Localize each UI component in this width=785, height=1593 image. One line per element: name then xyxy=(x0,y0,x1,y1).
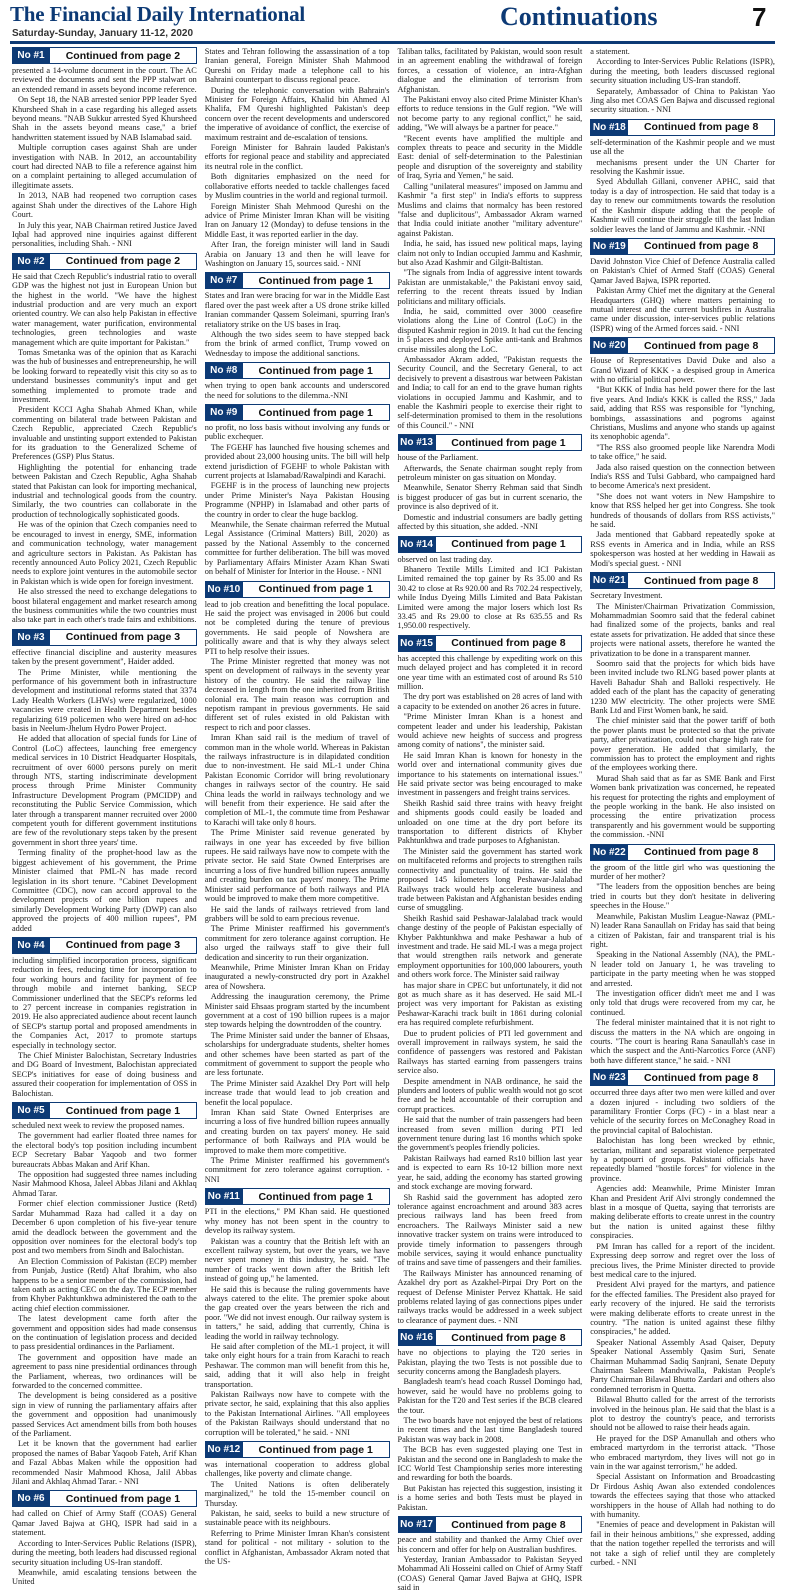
article-paragraph: Meanwhile, amid escalating tensions between the United xyxy=(12,1567,197,1587)
article-paragraph: Meanwhile, Senator Sherry Rehman said that Sindh is biggest producer of gas but in current scenario, the province is also deprived of it. xyxy=(397,483,583,512)
continuation-number: No #16 xyxy=(398,1329,436,1346)
continuation-header xyxy=(398,434,583,451)
article-paragraph: The development is being considered as a positive sign in view of running the parliamentary affairs after the government and opposition had unanimously passed Services Act amendment bills from both houses of the Parliament. xyxy=(12,1391,197,1439)
article-paragraph: Both dignitaries emphasized on the need for collaborative efforts needed to tackle challenges faced by Muslim countries in the world and regional turmoil. xyxy=(204,172,390,201)
article-paragraph: Pakistan Army Chief met the dignitary at the General Headquarters (GHQ) where matters pertaining to mutual interest and the current bushfires in Australia came under discussion, inter-services public relations (ISPR) wing of the Armed forces said. - NNI xyxy=(590,286,775,333)
article-paragraph: Former chief election commissioner Justice (Retd) Sardar Muhammad Raza had called it a day on December 6 upon completion of his five-year tenure amid the deadlock between the government and the opposition over nominees for the electoral body's top post and two members from Sindh and Balochistan. xyxy=(12,1199,197,1256)
article xyxy=(12,47,197,249)
continuation-number: No #11 xyxy=(205,1188,243,1205)
article-paragraph: Pakistan Railways had earned Rs10 billion last year and is expected to earn Rs 10-12 billion more next year, he said, adding the economy has started growing and stock exchange are moving forward. xyxy=(397,1153,583,1192)
article-paragraph: He was of the opinion that Czech companies need to be encouraged to invest in energy, SME, information and communication technology, water management and agriculture sectors in Pakistan. As Pakistan has recently announced Auto Policy 2021, Czech Republic needs to explore joint ventures in the automobile sector in Pakistan which is wide open for foreign investment. xyxy=(12,520,197,586)
article-paragraph: States and Tehran following the assassination of a top Iranian general, Foreign Minister Shah Mahmood Qureshi on Friday made a telephone call to his Bahraini counterpart to discuss regional peace. xyxy=(204,47,390,85)
continuation-header xyxy=(590,119,775,136)
continuation-header xyxy=(590,844,775,861)
article xyxy=(12,253,197,625)
article-paragraph: observed on last trading day. xyxy=(397,554,493,564)
continued-from-label: Continued from page 8 xyxy=(628,119,775,136)
continuation-header xyxy=(398,1329,583,1346)
continuation-number: No #10 xyxy=(205,581,243,598)
continuation-number: No #8 xyxy=(205,362,243,379)
article xyxy=(398,635,583,1325)
article-paragraph: The chief minister said that the power tariff of both the power plants must be protected so that the private party, after privatization, could not charge high rate for power generation. He added that similarly, the commission has to protect the employment and rights of the employees working there. xyxy=(590,716,775,773)
article-paragraph: Despite amendment in NAB ordinance, he said the plunders and looters of public wealth would not go scot free and be held accountable of their corruption and corrupt practices. xyxy=(397,1076,583,1114)
article xyxy=(12,1490,197,1586)
article-paragraph: Highlighting the potential for enhancing trade between Pakistan and Czech Republic, Agha Shahab stated that Pakistan can look for importing mechanical, industrial and technological goods from the country. Similarly, the two countries can collaborate in the production of technologically sophisticated goods. xyxy=(12,462,197,519)
column-3 xyxy=(397,47,583,1593)
article-paragraph: The Minister said the government has started work on multifaceted reforms and projects to strengthen rails connectivity and punctuality of trains. He said the proposed 145 kilometers long Peshawar-Jalalabad Railways track would help accelerate business and trade between Pakistan and Afghanistan besides ending curse of smuggling. xyxy=(397,846,583,913)
article-paragraph: including simplified incorporation process, significant reduction in fees, reducing time for incorporation to four working hours and facility for payment of fee through mobile and internet banking, SECP Commissioner underlined that the SECP's reforms led to 27 percent increase in companies registration in 2019. He also appreciated audience about recent launch of SECP's startup portal and proposed amendments in the Companies Act, 2017 to promote startups especially in technology sector. xyxy=(12,955,197,1050)
article-paragraph: Murad Shah said that as far as SME Bank and First Women bank privatization was concerned, he repeated his request for protecting the rights and employment of the people working in the bank. He also insisted on processing the entire privatization process transparently and his government would be supporting the commission. -NNI xyxy=(590,773,775,840)
article-paragraph: Agencies add: Meanwhile, Prime Minister Imran Khan and President Arif Alvi strongly condemned the blast in a mosque of Quetta, saying that terrorists are making deliberate efforts to create unrest in the country but the nation is united against these filthy conspiracies. xyxy=(590,1184,775,1241)
continuation-number: No #6 xyxy=(12,1490,50,1507)
article-paragraph: He added that allocation of special funds for Line of Control (LoC) affectees, launching free emergency medical services in 10 District Headquarter Hospitals, recruitment of over 6000 persons purely on merit through NTS, starting indiscriminate development process through Prime Minister Community Infrastructure Development Program (PMCIDP) and reconstituting the Public Service Commission, which later through a transparent manner recruited over 2000 competent youth for different government institutions are few of the revolutionary steps taken by the present government in short three years' time. xyxy=(12,734,197,847)
article-paragraph: Soomro said that the projects for which bids have been invited include two RLNG based power plants at Haveli Bahadur Shah and Balloki respectively. He added each of the plant has the capacity of generating 1230 MW electricity. The other projects were SME Bank Ltd and First Women bank, he said. xyxy=(590,658,775,715)
article-paragraph: Domestic and industrial consumers are badly getting affected by this situation, she added. -NNI xyxy=(397,512,583,532)
continuation-header xyxy=(590,1069,775,1086)
article xyxy=(590,119,775,234)
article xyxy=(398,536,583,631)
article-paragraph: The dry port was established on 28 acres of land with a capacity to be extended on another 26 acres in future. xyxy=(397,692,583,711)
continuation-number: No #20 xyxy=(590,337,628,354)
article-paragraph: He prayed for the DSP Amanullah and others who embraced martyrdom in the terrorist attack. "Those who embraced martyrdom, they lives will not go in vain in the war against terrorism," he added. xyxy=(590,1433,775,1472)
article xyxy=(205,47,390,268)
article-paragraph: The opposition had suggested three names including Nasir Mahmood Khosa, Jaleel Abbas Jilani and Akhlaq Ahmad Tarar. xyxy=(12,1170,197,1198)
article-paragraph: Multiple corruption cases against Shah are under investigation with NAB. In 2012, an accountability court had directed NAB to file a reference against him on a complaint pertaining to alleged accumulation of illegitimate assets. xyxy=(12,143,197,190)
masthead xyxy=(0,0,785,44)
article xyxy=(398,47,583,430)
article-paragraph: Jada mentioned that Gabbard repeatedly spoke at RSS events in America and in India, while an RSS spokesperson was hosted at her wedding in Hawaii as Modi's special guest. - NNI xyxy=(590,530,775,568)
article xyxy=(12,629,197,933)
article-paragraph: no profit, no loss basis without involving any funds or public exchequer. xyxy=(204,423,390,442)
continuation-number: No #1 xyxy=(12,47,50,64)
article-paragraph: India, he said, committed over 3000 ceasefire violations along the Line of Control (LoC) in the disputed Kashmir region in 2019. It had cut the fencing in 5 places and deployed Spike anti-tank and Brahmos cruise missiles along the LoC. xyxy=(397,306,583,354)
article-paragraph: "But KKK of India has held power there for the last five years. And India's KKK is called the RSS," Jada said, adding that RSS was responsible for "lynching, bombings, assassinations and pogroms against Christians, Muslims and anyone who stands up against its xenophobic agenda". xyxy=(590,385,775,442)
continuation-header xyxy=(398,1516,583,1533)
article-paragraph: PTI in the elections," PM Khan said. He questioned why money has not been spent in the country to develop its railway system. xyxy=(204,1207,390,1236)
article xyxy=(590,1069,775,1567)
article-paragraph: Ambassador Akram added, "Pakistan requests the Security Council, and the Secretary General, to act decisively to prevent a disastrous war between Pakistan and India; to call for an end to the grave human rights violations in occupied Jammu and Kashmir, and to enable the Kashmiri people to exercise their right to self-determination promised to them in the resolutions of this Council." - NNI xyxy=(397,355,583,430)
article-paragraph: Foreign Minister for Bahrain lauded Pakistan's efforts for regional peace and stability and appreciated its neutral role in the conflict. xyxy=(204,143,390,171)
article-paragraph: According to Inter-Services Public Relations (ISPR), during the meeting, both leaders discussed regional security situation including US-Iran standoff. xyxy=(590,57,775,86)
article xyxy=(590,337,775,568)
article-paragraph: Let it be known that the government had earlier proposed the names of Babar Yaqoob Fateh, Arif Khan and Fazal Abbas Maken while the opposition had recommended Nasir Mahmood Khosa, Jalil Abbas Jilani and Akhlaq Ahmad Tarar. - NNI xyxy=(12,1439,197,1487)
article-paragraph: Terming finality of the prophet-hood law as the biggest achievement of his government, the Prime Minister claimed that PML-N has made record legislation in its short tenure. "Cabinet Development Committee (CDC), now can accord approval to the development projects of one billion rupees and similarly Development Working Party (DWP) can also approved the projects of 400 million rupees", PM added xyxy=(12,848,197,933)
article-paragraph: The United Nations is often deliberately marginalized," he told the 15-member council on Thursday. xyxy=(204,1479,390,1508)
article-paragraph: Syed Abdullah Gillani, convener APHC, said that today is a day of introspection. He said that today is a day to renew our commitments towards the resolution of the Kashmir dispute adding that the people of Kashmir will continue their struggle till the last Indian soldier leaves the land of Jammu and Kashmir. -NNI xyxy=(590,177,775,234)
article-paragraph: Sh Rashid said the government has adopted zero tolerance against encroachment and around 383 acres precious railways land has been freed from encroachers. The Railways Minister said a new innovative tracker system on trains were introduced to provide timely information to passengers through mobile services, saying it would enhance punctuality of trains and save time of passengers and their families. xyxy=(397,1192,583,1268)
article-paragraph: The Prime Minister said Azakhel Dry Port will help increase trade that would lead to job creation and benefit the local populace. xyxy=(204,1078,390,1107)
article-paragraph: In 2013, NAB had reopened two corruption cases against Shah under the directives of the Lahore High Court. xyxy=(12,191,197,220)
article xyxy=(12,1102,197,1486)
continuation-header xyxy=(12,1102,197,1119)
article-paragraph: The Prime Minister reaffirmed his government's commitment for zero tolerance against corruption. He also urged the railways staff to give their full dedication and sincerity to run their organization. xyxy=(204,924,390,962)
continued-from-label: Continued from page 3 xyxy=(50,937,197,954)
continuation-number: No #2 xyxy=(12,253,50,270)
continuation-header xyxy=(12,253,197,270)
article-paragraph: peace and stability and thanked the Army Chief over his concern and offer for help on Australian bushfires. xyxy=(397,1535,583,1554)
continuation-header xyxy=(205,1188,390,1205)
column-4 xyxy=(590,47,775,1568)
article-paragraph: He also stressed the need to exchange delegations to boost bilateral engagement and market research among the business communities while the two countries must also take part in each other's trade fairs and exhibitions. xyxy=(12,587,197,625)
article-paragraph: "Enemies of peace and development in Pakistan will fail in their heinous ambitions," she expressed, adding that the nation together repelled the terrorists and will not take a sigh of relief until they are completely curbed. - NNI xyxy=(590,1520,775,1568)
article-paragraph: The Prime Minister, while mentioning the performance of his government both in infrastructure development and institutional reforms stated that 3374 Lady Health Workers (LHWs) were regularized, 1000 vacancies were created in Health Department besides regularizing 619 policemen who were hired on ad-hoc basis in Neelum-Jhelum Hydro Power Project. xyxy=(12,667,197,733)
article-paragraph: An Election Commission of Pakistan (ECP) member from Punjab, Justice (Retd) Altaf Ibrahim, who also happens to be a senior member of the commission, had taken oath as acting CEC on the day. The ECP member from Khyber Pakhtunkhwa administered the oath to the acting chief election commissioner. xyxy=(12,1256,197,1313)
article-paragraph: lead to job creation and benefitting the local populace. He said the project was envisaged in 2006 but could not be completed during the tenure of previous governments. He said people of Nowshera are politically aware and that is why they always select PTI to help resolve their issues. xyxy=(204,599,390,656)
article-paragraph: The Pakistani envoy also cited Prime Minister Khan's efforts to reduce tensions in the Gulf region. "We will not become party to any regional conflict," he said, adding, "We will always be a partner for peace." xyxy=(397,95,583,133)
article-paragraph: The Chief Minister Balochistan, Secretary Industries and DG Board of Investment, Balochistan appreciated SECP's initiatives for ease of doing business and assured their cooperation for implementation of OSS in Balochistan. xyxy=(12,1051,197,1098)
continued-from-label: Continued from page 8 xyxy=(628,844,775,861)
continuation-number: No #7 xyxy=(205,272,243,289)
continued-from-label: Continued from page 1 xyxy=(243,1441,390,1458)
article-paragraph: Sheikh Rashid said three trains with heavy freight and shipments goods could easily be loaded and unloaded on one time at the dry port before its transportation to different districts of Khyber Pakhtunkhwa and trade purposes to Afghanistan. xyxy=(397,798,583,846)
article-paragraph: was international cooperation to address global challenges, like poverty and climate change. xyxy=(204,1460,390,1479)
article xyxy=(590,844,775,1066)
article-paragraph: Afterwards, the Senate chairman sought reply from petroleum minister on gas situation on Monday. xyxy=(397,463,583,483)
article-paragraph: presented a 14-volume document in the court. The AC reviewed the documents and sent the PPP stalwart on an extended remand in assets beyond income reference. xyxy=(12,66,197,94)
article-paragraph: Sheikh Rashid said Peshawar-Jalalabad track would change destiny of the people of Pakistan especially of Khyber Pakhtunkhwa and make Peshawar a hub of investment and trade. He said ML-I was a mega project that would strengthen rails network and generate employment opportunities for 100,000 labourers, youth and others work force. The Minister said railway xyxy=(397,913,583,980)
article-paragraph: He said the lands of railways retrieved from land grabbers will be sold to earn precious revenue. xyxy=(204,904,390,923)
article-paragraph: Bangladesh team's head coach Russel Domingo had, however, said he would have no problems going to Pakistan for the T20 and Test series if the BCB cleared the tour. xyxy=(397,1377,583,1415)
continued-from-label: Continued from page 1 xyxy=(243,272,390,289)
article-paragraph: The government had earlier floated three names for the electoral body's top position including incumbent ECP Secretary Babar Yaqoob and two former bureaucrats Abbas Makan and Arif Khan. xyxy=(12,1131,197,1169)
article-paragraph: He said after completion of the ML-1 project, it will take only eight hours for a train from Karachi to reach Peshawar. The common man will benefit from this he, said, adding that it will also help in freight transportation. xyxy=(204,1341,390,1389)
continued-from-label: Continued from page 1 xyxy=(436,536,583,553)
article-paragraph: Bilawal Bhutto called for the arrest of the terrorists involved in the heinous plan. He said that the blast is a plot to destroy the country's peace, and terrorists should not be allowed to raise their heads again. xyxy=(590,1395,775,1433)
columns xyxy=(12,47,775,1593)
continued-from-label: Continued from page 1 xyxy=(243,404,390,421)
article-paragraph: "She does not want voters in New Hampshire to know that RSS helped her get into Congress. She took hundreds of thousands of dollars from RSS activists," he said. xyxy=(590,491,775,530)
article-paragraph: According to Inter-Services Public Relations (ISPR), during the meeting, both leaders had discussed regional security situation including US-Iran standoff. xyxy=(12,1538,197,1567)
continuation-number: No #3 xyxy=(12,629,50,646)
article-paragraph: India, he said, has issued new political maps, laying claim not only to Indian occupied Jammu and Kashmir, but also Azad Kashmir and Gilgit-Baltistan. xyxy=(397,239,583,267)
continued-from-label: Continued from page 8 xyxy=(628,1069,775,1086)
continuation-number: No #5 xyxy=(12,1102,50,1119)
article-paragraph: The Prime Minister reaffirmed his government's commitment for zero tolerance against corruption. - NNI xyxy=(204,1156,390,1184)
continued-from-label: Continued from page 8 xyxy=(628,337,775,354)
article-paragraph: The two boards have not enjoyed the best of relations in recent times and the last time Bangladesh toured Pakistan was way back in 2008. xyxy=(397,1416,583,1444)
article-paragraph: Secretary Investment. xyxy=(590,591,663,601)
article-paragraph: Bhanero Textile Mills Limited and ICI Pakistan Limited remained the top gainer by Rs 35.00 and Rs 30.42 to close at Rs 920.00 and Rs 702.24 respectively, while Indus Dyeing Mills Limited and Bata Pakistan Limited were among the major losers which lost Rs 33.45 and Rs 29.00 to close at Rs 635.55 and Rs 1,950.00 respectively. xyxy=(397,564,583,631)
continued-from-label: Continued from page 1 xyxy=(436,434,583,451)
continuation-header xyxy=(205,362,390,379)
column-1 xyxy=(12,47,197,1587)
continued-from-label: Continued from page 8 xyxy=(436,1516,583,1533)
continued-from-label: Continued from page 8 xyxy=(436,635,583,652)
article-paragraph: On Sept 18, the NAB arrested senior PPP leader Syed Khursheed Shah in a case regarding his alleged assets beyond means. "NAB Sukkur arrested Syed Khursheed Shah in the assets beyond means case," a brief handwritten statement issued by NAB Islamabad said. xyxy=(12,95,197,142)
article-paragraph: Imran Khan said State Owned Enterprises are incurring a loss of five hundred billion rupees annually and creating burden on tax payers' money. He said performance of both Railways and PIA would be improved to make them more competitive. xyxy=(204,1108,390,1155)
article-paragraph: Taliban talks, facilitated by Pakistan, would soon result in an agreement enabling the withdrawal of foreign forces, a cessation of violence, an intra-Afghan dialogue and the elimination of terrorism from Afghanistan. xyxy=(397,47,583,94)
article-paragraph: After Iran, the foreign minister will land in Saudi Arabia on January 13 and then he will leave for Washington on January 15, sources said. - NNI xyxy=(204,240,390,268)
article-paragraph: The federal minister maintained that it is not right to discuss the matters in the NA which are ongoing in courts. "The court is hearing Rana Sanaullah's case in which the suspect and the Anti-Narcotics Force (ANF) both have different stance," he said. - NNI xyxy=(590,1018,775,1065)
continuation-header xyxy=(205,1441,390,1458)
article-paragraph: Pakistan, he said, seeks to build a new structure of sustainable peace with its neighbours. xyxy=(204,1509,390,1528)
article-paragraph: During the telephonic conversation with Bahrain's Minister for Foreign Affairs, Khalid bin Ahmed Al Khalifa, FM Qureshi highlighted Pakistan's deep concern over the recent developments and underscored the imperative of avoidance of conflict, the exercise of maximum restraint and de-escalation of tensions. xyxy=(204,85,390,142)
continuation-header xyxy=(205,581,390,598)
newspaper-name: The Financial Daily International xyxy=(10,2,306,26)
continuation-number: No #13 xyxy=(398,434,436,451)
continuation-number: No #23 xyxy=(590,1069,628,1086)
article-paragraph: "The RSS also groomed people like Narendra Modi to take office," he said. xyxy=(590,442,775,462)
continuation-header xyxy=(398,536,583,553)
article-paragraph: Due to prudent policies of PTI led government and overall improvement in railways system, he said the confidence of passengers was restored and Pakistan Railways has started earning from passengers trains service also. xyxy=(397,1028,583,1076)
continuation-header xyxy=(590,238,775,255)
continued-from-label: Continued from page 1 xyxy=(50,1102,197,1119)
article-paragraph: The Railways Minister has announced renaming of Azakhel dry port as Azakhel-Pirpai Dry Port on the request of Defense Minister Pervez Khattak. He said problems related laying of gas connections pipes under railways tracks would be addressed in a week subject to clearance of payment dues. - NNI xyxy=(397,1268,583,1325)
masthead-rule xyxy=(10,41,775,44)
continued-from-label: Continued from page 3 xyxy=(50,629,197,646)
article xyxy=(205,404,390,577)
article-paragraph: The latest development came forth after the government and opposition sides had made consensus on the continuation of legislation process and decided to pass presidential ordinances in the Parliament. xyxy=(12,1314,197,1352)
article-paragraph: The investigation officer didn't meet me and I was only told that drugs were recovered from my car, he continued. xyxy=(590,988,775,1017)
article xyxy=(590,572,775,840)
article xyxy=(12,937,197,1098)
continuation-number: No #4 xyxy=(12,937,50,954)
article-paragraph: Meanwhile, Pakistan Muslim League-Nawaz (PML-N) leader Rana Sanaullah on Friday has said that being a citizen of Pakistan, fair and transparent trial is his right. xyxy=(590,911,775,949)
article-paragraph: has accepted this challenge by expediting work on this much delayed project and has completed it in record one year time with an estimated cost of around Rs 510 million. xyxy=(397,653,583,691)
article-paragraph: Jada also raised question on the connection between India's RSS and Tulsi Gabbard, who campaigned hard to become America's next president. xyxy=(590,462,775,491)
article xyxy=(205,272,390,358)
page-number: 7 xyxy=(752,2,767,32)
article xyxy=(590,238,775,333)
article-paragraph: mechanisms present under the UN Charter for resolving the Kashmir issue. xyxy=(590,157,775,177)
article-paragraph: House of Representatives David Duke and also a Grand Wizard of KKK - a despised group in America with no official political power. xyxy=(590,356,775,384)
article-paragraph: "The signals from India of aggressive intent towards Pakistan are unmistakable," the Pakistani envoy said, referring to the recent threats issued by Indian politicians and military officials. xyxy=(397,268,583,306)
article-paragraph: He said that the number of train passengers had been increased from seven million during PTI led government tenure during last 16 months which spoke the government's peoples friendly policies. xyxy=(397,1115,583,1153)
article-paragraph: Meanwhile, the Senate chairman referred the Mutual Legal Assistance (Criminal Matters) Bill, 2020) as passed by the National Assembly to the concerned committee for further deliberation. The bill was moved by Parliamentary Affairs Minister Azam Khan Swati on behalf of Minister for Interior in the House. - NNI xyxy=(204,520,390,577)
continuation-number: No #22 xyxy=(590,844,628,861)
issue-date: Saturday-Sunday, January 11-12, 2020 xyxy=(12,28,194,39)
article-paragraph: the groom of the little girl who was questioning the murder of her mother? xyxy=(590,862,775,882)
article-paragraph: "Recent events have amplified the multiple and complex threats to peace and security in the Middle East: denial of self-determination to the Palestinian people and disruption of the sovereignty and stability of Iraq, Syria and Yemen," he said. xyxy=(397,133,583,181)
article-paragraph: The FGEHF has launched five housing schemes and provided about 23,000 housing units. The bill will help extend jurisdiction of FGEHF to whole Pakistan with current projects at Islamabad/Rawalpindi and Karachi. xyxy=(204,442,390,481)
continued-from-label: Continued from page 8 xyxy=(628,238,775,255)
continuation-number: No #17 xyxy=(398,1516,436,1533)
continued-from-label: Continued from page 2 xyxy=(50,253,197,270)
article-paragraph: self-determination of the Kashmir people and we must use all the xyxy=(590,137,775,157)
article-paragraph: have no objections to playing the T20 series in Pakistan, playing the two Tests is not possible due to security concerns among the Bangladesh players. xyxy=(397,1348,583,1376)
article-paragraph: States and Iran were bracing for war in the Middle East flared over the past week after a US drone strike killed Iranian commander Qassem Soleimani, spurring Iran's retaliatory strike on the US bases in Iraq. xyxy=(204,291,390,329)
article xyxy=(205,362,390,400)
continuation-number: No #21 xyxy=(590,572,628,589)
article-paragraph: Calling "unilateral measures" imposed on Jammu and Kashmir "a first step" in India's efforts to suppress Muslims and claims that normalcy has been restored "false and duplicitous", Ambassador Akram warned that India could initiate another "military adventure" against Pakistan. xyxy=(397,181,583,238)
continuation-header xyxy=(590,337,775,354)
article-paragraph: But Pakistan has rejected this suggestion, insisting it is a home series and both Tests must be played in Pakistan. xyxy=(397,1483,583,1512)
article xyxy=(205,581,390,1185)
article-paragraph: Yesterday, Iranian Ambassador to Pakistan Seyyed Mohammad Ali Hosseini called on Chief of Army Staff (COAS) General Qamar Javed Bajwa at GHQ, ISPR said in xyxy=(397,1554,583,1593)
article-paragraph: Special Assistant on Information and Broadcasting Dr Firdous Ashiq Awan also extended condolences towards the effectees saying that those who attacked worshippers in the house of Allah had nothing to do with humanity. xyxy=(590,1472,775,1520)
article xyxy=(398,1516,583,1592)
continuation-number: No #19 xyxy=(590,238,628,255)
article-paragraph: President Alvi prayed for the martyrs, and patience for the effected families. The President also prayed for early recovery of the injured. He said the terrorists were making deliberate efforts to create unrest in the country. "The nation is united against these filthy conspiracies," he added. xyxy=(590,1280,775,1337)
article-paragraph: Addressing the inauguration ceremony, the Prime Minister said Ehsaas program started by the incumbent government at a cost of 190 billion rupees is a major step towards helping the downtrodden of the country. xyxy=(204,992,390,1030)
article-paragraph: Meanwhile, Prime Minister Imran Khan on Friday inaugurated a newly-constructed dry port in Azakhel area of Nowshera. xyxy=(204,962,390,991)
article-paragraph: President KCCI Agha Shahab Ahmed Khan, while commenting on bilateral trade between Pakistan and Czech Republic, appreciated Czech Republic's invaluable and unstinting support extended to Pakistan for its graduation to the Generalized Scheme of Preferences (GSP) Plus Status. xyxy=(12,405,197,462)
continuation-number: No #9 xyxy=(205,404,243,421)
article-paragraph: FGEHF is in the process of launching new projects under Prime Minister's Naya Pakistan Housing Programme (NPHP) in Islamabad and other parts of the country in order to clear the huge backlog. xyxy=(204,481,390,519)
article-paragraph: Speaking in the National Assembly (NA), the PML-N leader told on January 1, he was traveling to participate in the party meeting when he was stopped and arrested. xyxy=(590,950,775,988)
article-paragraph: The BCB has even suggested playing one Test in Pakistan and the second one in Bangladesh to make the ICC World Test Championship series more interesting and rewarding for both the boards. xyxy=(397,1445,583,1483)
article-paragraph: has major share in CPEC but unfortunately, it did not got as much share as it has deserved. He said ML-I project was very important for Pakistan as existing Peshawar-Karachi track built in 1861 during colonial era has required complete refurbishment. xyxy=(397,980,583,1028)
continuation-number: No #12 xyxy=(205,1441,243,1458)
continuation-header xyxy=(398,635,583,652)
article-paragraph: Pakistan Railways now have to compete with the private sector, he said, explaining that this also applies to the Pakistan International Airlines. "All employees of the Pakistan Railways should understand that no corruption will be tolerated," he said. - NNI xyxy=(204,1390,390,1437)
continued-from-label: Continued from page 8 xyxy=(436,1329,583,1346)
continuation-header xyxy=(12,47,197,64)
section-title: Continuations xyxy=(500,2,658,31)
article-paragraph: He said that Czech Republic's industrial ratio to overall GDP was the highest not just in European Union but the highest in the world. "We have the highest industrial production and are very much an export oriented country. We can also help Pakistan in effective water management, water purification, environmental technologies, green technologies and waste management which are quite important for Pakistan." xyxy=(12,271,197,347)
article-paragraph: The government and opposition have made an agreement to pass nine presidential ordinances through the Parliament, whereas, two ordinances will be forwarded to the concerned committee. xyxy=(12,1352,197,1390)
article-paragraph: Tomas Smetanka was of the opinion that as Karachi was the hub of businesses and entrepreneurship, he will be looking forward to repeatedly visit this city so as to understand businesses community's input and get something implemented to promote trade and investment. xyxy=(12,347,197,404)
article-paragraph: The Prime Minister said under the banner of Ehsaas, scholarships for undergraduate students, shelter homes and other schemes have been started as part of the commitment of government to support the people who are less fortunate. xyxy=(204,1030,390,1078)
continued-from-label: Continued from page 2 xyxy=(50,47,197,64)
continued-from-label: Continued from page 1 xyxy=(243,1188,390,1205)
article-paragraph: "The leaders from the opposition benches are being tried in courts but they don't hesitate in delivering speeches in the House." xyxy=(590,882,775,911)
article-paragraph: PM Imran has called for a report of the incident. Expressing deep sorrow and regret over the loss of precious lives, the Prime Minister directed to provide best medical care to the injured. xyxy=(590,1241,775,1279)
continuation-header xyxy=(12,937,197,954)
continued-from-label: Continued from page 8 xyxy=(628,572,775,589)
continued-from-label: Continued from page 1 xyxy=(243,581,390,598)
continuation-header xyxy=(12,1490,197,1507)
continued-from-label: Continued from page 1 xyxy=(243,362,390,379)
article-paragraph: In July this year, NAB Chairman retired Justice Javed Iqbal had approved nine inquiries against different personalities, including Shah. - NNI xyxy=(12,220,197,249)
article xyxy=(590,47,775,115)
article-paragraph: The Minister/Chairman Privatization Commission, Mohammadmian Soomro said that the federal cabinet had finalized some of the projects, banks and real estate assets for privatization. He added that since these projects were national assets, therefore he wanted the privatization to be done in a transparent manner. xyxy=(590,601,775,658)
continuation-header xyxy=(205,272,390,289)
article-paragraph: when trying to open bank accounts and underscored the need for solutions to the dilemma.-NNI xyxy=(204,381,390,400)
article-paragraph: a statement. xyxy=(590,47,630,56)
article-paragraph: had called on Chief of Army Staff (COAS) General Qamar Javed Bajwa at GHQ, ISPR had said in a statement. xyxy=(12,1509,197,1538)
article-paragraph: Separately, Ambassador of China to Pakistan Yao Jing also met COAS Gen Bajwa and discussed regional security situation. - NNI xyxy=(590,86,775,115)
article-paragraph: Foreign Minister Shah Mehmood Qureshi on the advice of Prime Minister Imran Khan will be visiting Iran on January 12 (Monday) to defuse tensions in the Middle East, it was reported earlier in the day. xyxy=(204,201,390,239)
article-paragraph: He said Imran Khan is known for honesty in the world over and international community gives due importance to his statements on international issues." He said private sector was being encouraged to make investment in passengers and freight trains services. xyxy=(397,750,583,798)
article-paragraph: house of the Parliament. xyxy=(397,453,479,463)
article-paragraph: "Prime Minister Imran Khan is a honest and competent leader and under his leadership, Pakistan would achieve new heights of success and progress among comity of nations", the minister said. xyxy=(397,712,583,750)
article-paragraph: Although the two sides seem to have stepped back from the brink of armed conflict, Trump vowed on Wednesday to impose the additional sanctions. xyxy=(204,329,390,358)
article xyxy=(398,434,583,531)
article-paragraph: Pakistan was a country that the British left with an excellent railway system, but over the years, we have never spent money in this industry, he said. "The number of tracks went down after the British left instead of going up," he lamented. xyxy=(204,1236,390,1284)
article xyxy=(398,1329,583,1512)
article-paragraph: The Prime Minister said revenue generated by railways in one year has exceeded by five billion rupees. He said railways have now to compete with the private sector. He said State Owned Enterprises are incurring a loss of five hundred billion rupees annually and creating burden on tax payers' money. The Prime Minister said performance of both railways and PIA would be improved to make them more competitive. xyxy=(204,828,390,904)
continuation-number: No #14 xyxy=(398,536,436,553)
continuation-number: No #15 xyxy=(398,635,436,652)
article xyxy=(205,1441,390,1566)
continuation-number: No #18 xyxy=(590,119,628,136)
article-paragraph: Balochistan has long been wrecked by ethnic, sectarian, militant and separatist violence perpetrated by a potpourri of groups. Pakistani officials have repeatedly blamed "hostile forces" for violence in the province. xyxy=(590,1136,775,1183)
article-paragraph: He said this is because the ruling governments have always catered to the elite. The premier spoke about the gap created over the years between the rich and poor. "We did not invest enough. Our railway system is in tatters," he said, adding that currently, China is leading the world in railway technology. xyxy=(204,1284,390,1341)
article-paragraph: Imran Khan said rail is the medium of travel of common man in the whole world. Whereas in Pakistan the railways infrastructure is in dilapidated condition due to non-investment. He said ML-1 under China Pakistan Economic Corridor will bring revolutionary changes in railways sector of the country. He said China leads the world in railways technology and we will benefit from their experience. He said after the completion of ML-1, the commute time from Peshawar to Karachi will take only 8 hours. xyxy=(204,733,390,827)
article-paragraph: Speaker National Assembly Asad Qaiser, Deputy Speaker National Assembly Qasim Suri, Senate Chairman Muhammad Sadiq Sanjrani, Senate Deputy Chairman Saleem Mandviwalla, Pakistan People's Party Chairman Bilawal Bhutto Zardari and others also condemned terrorism in Quetta. xyxy=(590,1337,775,1394)
article-paragraph: occurred three days after two men were killed and over a dozen injured - including two soldiers of the paramilitary Frontier Corps (FC) - in a blast near a vehicle of the security forces on McConaghey Road in the provincial capital of Balochistan. xyxy=(590,1088,775,1135)
article-paragraph: David Johnston Vice Chief of Defence Australia called on Pakistan's Chief of Armed Staff (COAS) General Qamar Javed Bajwa, ISPR reported. xyxy=(590,256,775,285)
article-paragraph: effective financial discipline and austerity measures taken by the present government", Haider added. xyxy=(12,647,197,667)
continuation-header xyxy=(205,404,390,421)
article xyxy=(205,1188,390,1437)
article-paragraph: scheduled next week to review the proposed names. xyxy=(12,1121,185,1131)
article-paragraph: Referring to Prime Minister Imran Khan's consistent stand for political - not military - solution to the conflict in Afghanistan, Ambassador Akram noted that the US- xyxy=(204,1528,390,1567)
continuation-header xyxy=(590,572,775,589)
article-paragraph: The Prime Minister regretted that money was not spent on development of railways in the seventy year history of the country. He said the railway line decreased in length from the one inherited from British colonial era. The main reason was corruption and nepotism rampant in previous governments. He said different set of rules existed in old Pakistan with respect to rich and poor classes. xyxy=(204,656,390,732)
continued-from-label: Continued from page 1 xyxy=(50,1490,197,1507)
column-2 xyxy=(204,47,390,1567)
continuation-header xyxy=(12,629,197,646)
